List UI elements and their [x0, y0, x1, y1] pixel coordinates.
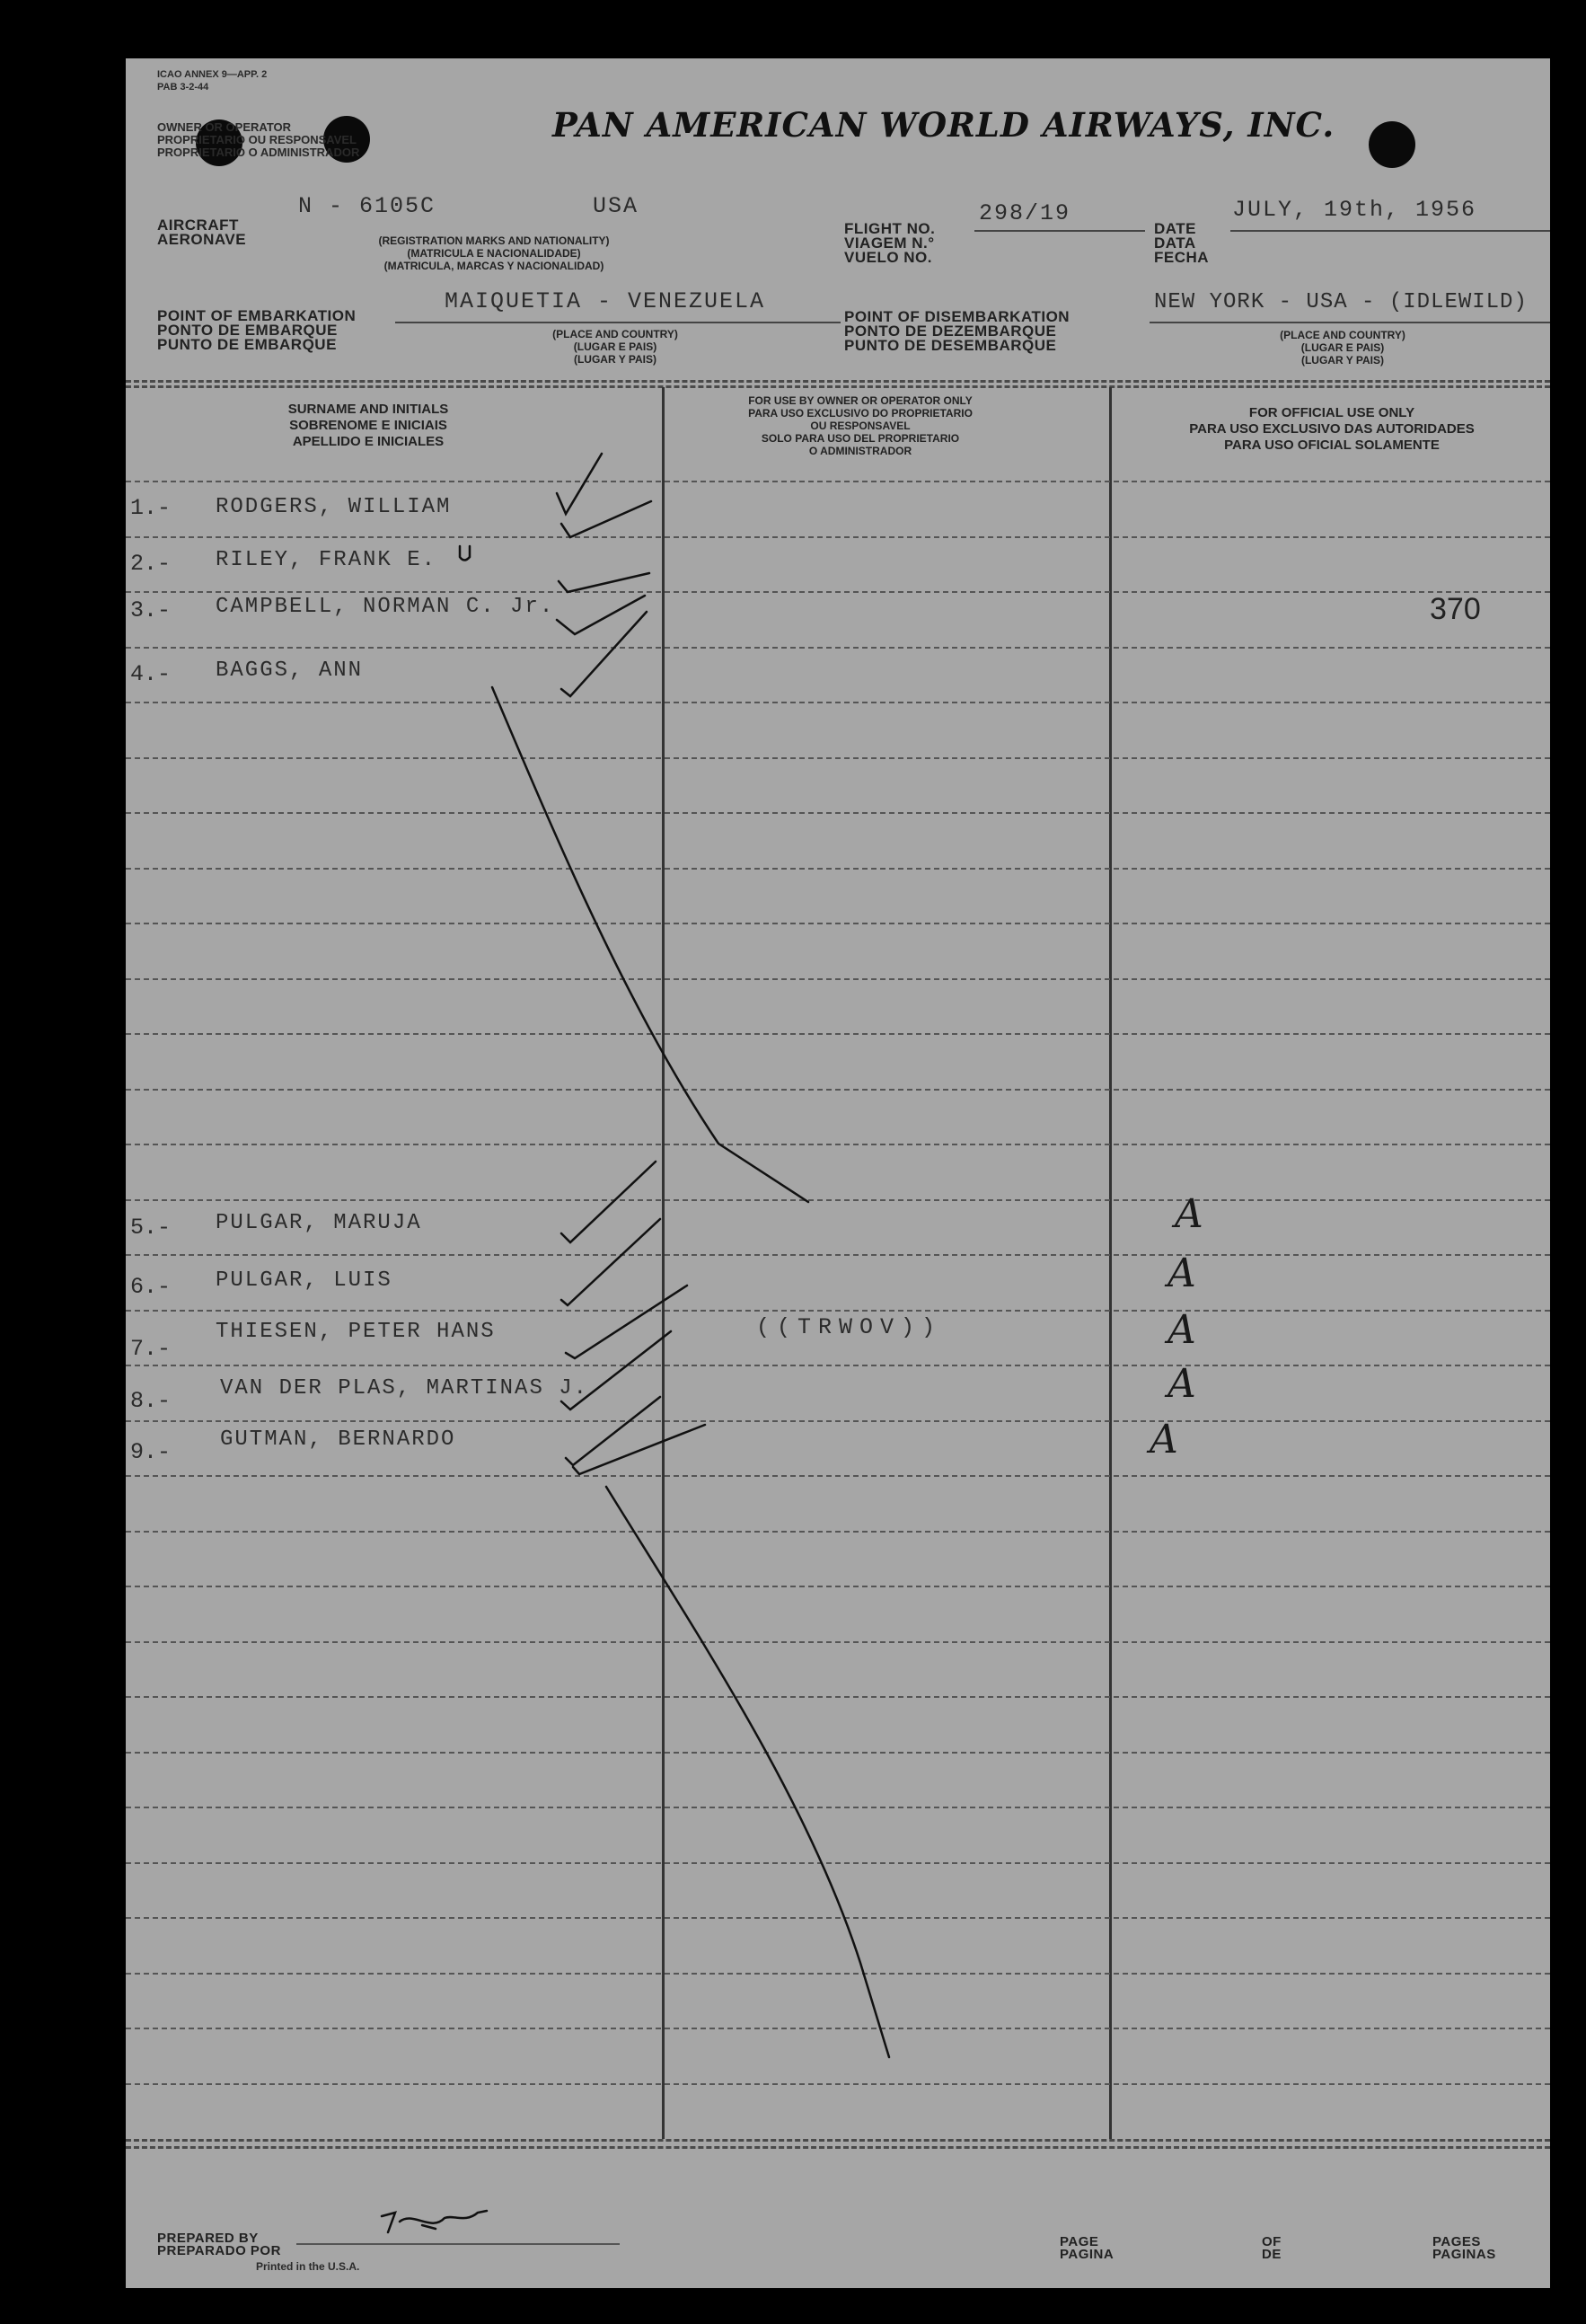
- table-bottom-rule: [126, 2146, 1550, 2149]
- strike-line: [492, 687, 808, 1202]
- owner-label: OWNER OR OPERATOR: [157, 120, 292, 134]
- check-mark: [561, 1162, 656, 1242]
- table-bottom-rule: [126, 2139, 1550, 2142]
- official-mark: A: [1167, 1361, 1196, 1407]
- owner-label: PROPRIETARIO O ADMINISTRADOR: [157, 146, 360, 159]
- row-number: 8.-: [130, 1388, 172, 1414]
- disembarkation-label: PUNTO DE DESEMBARQUE: [844, 337, 1057, 354]
- passenger-name: PULGAR, MARUJA: [216, 1211, 422, 1235]
- pages-label: PAGINAS: [1432, 2247, 1496, 2262]
- page-label: PAGINA: [1060, 2247, 1115, 2262]
- flight-date: JULY, 19th, 1956: [1232, 197, 1477, 223]
- of-label: DE: [1262, 2247, 1282, 2262]
- column-header-owner: FOR USE BY OWNER OR OPERATOR ONLY PARA USO EXCLUSIVO DO PROPRIETARIO OU RESPONSAVEL SOLO PARA USO DEL PROPRIETARIO O ADMINISTRADOR: [748, 394, 973, 457]
- prepared-label: PREPARED BY: [157, 2231, 259, 2246]
- official-number: 370: [1430, 592, 1481, 626]
- aircraft-sublabel: (MATRICULA E NACIONALIDADE): [407, 247, 581, 260]
- row-number: 2.-: [130, 551, 172, 577]
- disembarkation-sublabel: (PLACE AND COUNTRY): [1280, 329, 1405, 341]
- date-label: DATA: [1154, 234, 1196, 252]
- passenger-name: BAGGS, ANN: [216, 658, 364, 683]
- owner-note: ((TRWOV)): [756, 1314, 943, 1340]
- row-number: 9.-: [130, 1439, 172, 1465]
- disembarkation-label: PONTO DE DEZEMBARQUE: [844, 323, 1057, 340]
- passenger-name: RODGERS, WILLIAM: [216, 495, 452, 519]
- footer-rule: [296, 2243, 620, 2245]
- row-number: 6.-: [130, 1274, 172, 1300]
- official-mark: A: [1167, 1250, 1196, 1296]
- manifest-sheet: [126, 58, 1550, 2288]
- aircraft-label: AERONAVE: [157, 231, 247, 248]
- official-mark: A: [1150, 1417, 1178, 1462]
- row-number: 3.-: [130, 597, 172, 623]
- column-header-official: FOR OFFICIAL USE ONLY PARA USO EXCLUSIVO DAS AUTORIDADES PARA USO OFICIAL SOLAMENTE: [1189, 405, 1475, 453]
- flight-number: 298/19: [979, 200, 1071, 226]
- passenger-name: GUTMAN, BERNARDO: [220, 1427, 456, 1452]
- check-mark: [566, 1286, 687, 1358]
- flight-label: VIAGEM N.°: [844, 234, 935, 252]
- aircraft-sublabel: (REGISTRATION MARKS AND NATIONALITY): [378, 234, 610, 247]
- aircraft-label: AIRCRAFT: [157, 216, 239, 234]
- handwritten-marks: [126, 58, 1550, 2288]
- flight-label: FLIGHT NO.: [844, 220, 936, 237]
- embarkation-label: POINT OF EMBARKATION: [157, 307, 357, 324]
- prepared-label: PREPARADO POR: [157, 2243, 281, 2258]
- check-mark: [561, 1219, 660, 1305]
- check-mark: [561, 501, 651, 537]
- airline-title: PAN AMERICAN WORLD AIRWAYS, INC.: [552, 105, 1335, 145]
- disembarkation-sublabel: (LUGAR E PAIS): [1300, 341, 1385, 354]
- embarkation-sublabel: (LUGAR E PAIS): [573, 340, 657, 353]
- form-code: ICAO ANNEX 9—APP. 2: [157, 69, 268, 80]
- embarkation-point: MAIQUETIA - VENEZUELA: [445, 288, 766, 314]
- passenger-name: PULGAR, LUIS: [216, 1268, 392, 1293]
- official-mark: A: [1175, 1191, 1203, 1237]
- passenger-name: VAN DER PLAS, MARTINAS J.: [220, 1376, 589, 1401]
- owner-label: PROPRIETARIO OU RESPONSAVEL: [157, 133, 357, 146]
- pages-label: PAGES: [1432, 2234, 1481, 2249]
- row-number: 5.-: [130, 1215, 172, 1241]
- aircraft-sublabel: (MATRICULA, MARCAS Y NACIONALIDAD): [383, 260, 604, 272]
- row-number: 7.-: [130, 1336, 172, 1362]
- check-mark: [559, 573, 649, 592]
- row-number: 4.-: [130, 661, 172, 687]
- check-mark: [557, 454, 602, 514]
- disembarkation-label: POINT OF DISEMBARKATION: [844, 308, 1071, 325]
- check-mark: [566, 1397, 660, 1465]
- superscript-u: [460, 546, 470, 561]
- passenger-name: THIESEN, PETER HANS: [216, 1320, 496, 1344]
- of-label: OF: [1262, 2234, 1282, 2249]
- prepared-signature: [382, 2211, 487, 2232]
- form-code: PAB 3-2-44: [157, 82, 209, 93]
- embarkation-label: PUNTO DE EMBARQUE: [157, 336, 337, 353]
- page-label: PAGE: [1060, 2234, 1099, 2249]
- passenger-name: CAMPBELL, NORMAN C. Jr.: [216, 595, 555, 619]
- check-mark: [561, 1331, 671, 1409]
- aircraft-registration: N - 6105C: [298, 193, 436, 219]
- official-mark: A: [1167, 1307, 1196, 1353]
- flight-label: VUELO NO.: [844, 249, 933, 266]
- aircraft-nationality: USA: [593, 193, 639, 219]
- embarkation-label: PONTO DE EMBARQUE: [157, 322, 338, 339]
- strike-line: [606, 1487, 889, 2057]
- check-mark: [561, 612, 647, 696]
- embarkation-sublabel: (LUGAR Y PAIS): [573, 353, 656, 366]
- date-label: DATE: [1154, 220, 1197, 237]
- row-number: 1.-: [130, 495, 172, 521]
- date-label: FECHA: [1154, 249, 1210, 266]
- embarkation-sublabel: (PLACE AND COUNTRY): [552, 328, 678, 340]
- printed-note: Printed in the U.S.A.: [256, 2260, 360, 2273]
- passenger-name: RILEY, FRANK E.: [216, 548, 437, 572]
- disembarkation-sublabel: (LUGAR Y PAIS): [1300, 354, 1384, 367]
- column-header-names: SURNAME AND INITIALS SOBRENOME E INICIAIS APELLIDO E INICIALES: [287, 402, 449, 449]
- disembarkation-point: NEW YORK - USA - (IDLEWILD): [1154, 290, 1528, 314]
